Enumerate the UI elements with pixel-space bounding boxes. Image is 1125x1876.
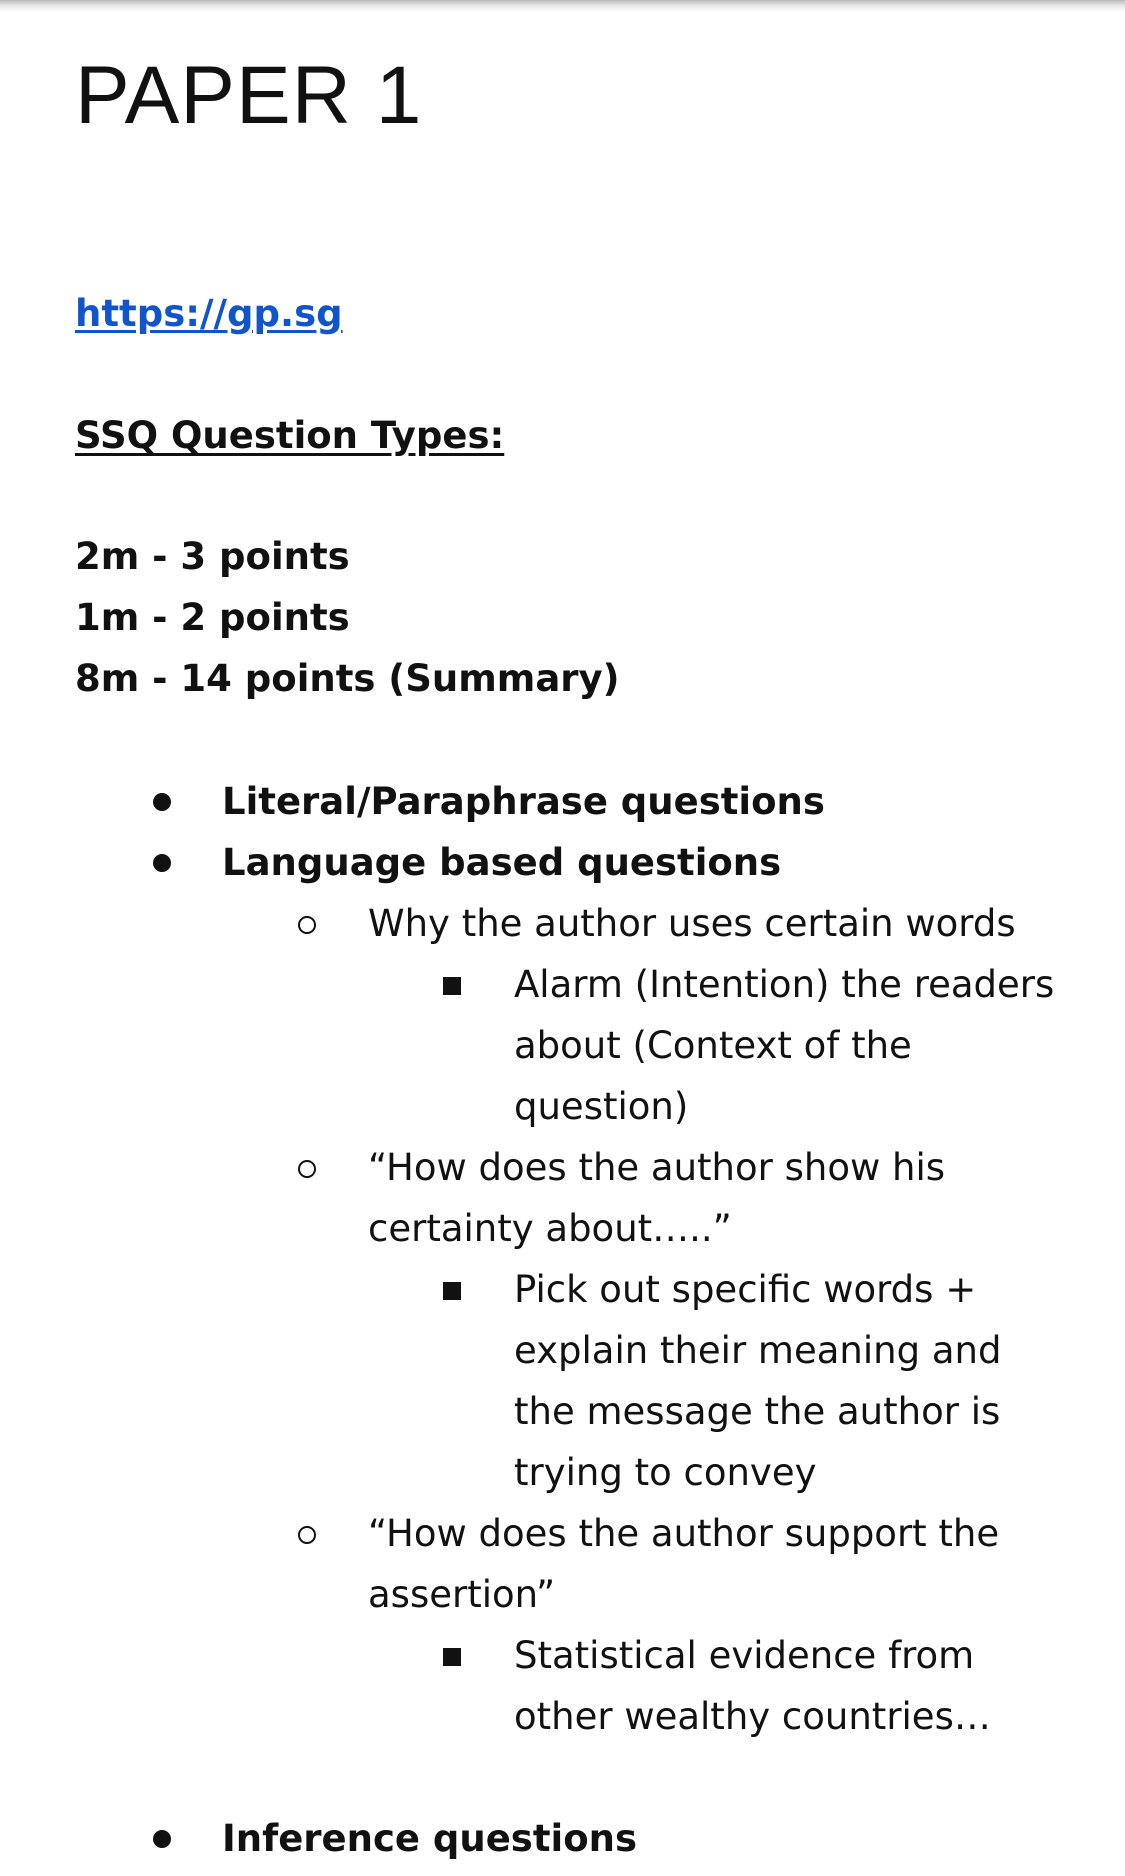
list-item-alarm-2: about (Context of the [514, 1024, 912, 1067]
marks-line-1: 2m - 3 points [75, 535, 350, 578]
bullet-disc-icon [153, 1830, 171, 1848]
marks-line-3: 8m - 14 points (Summary) [75, 657, 620, 700]
marks-line-2: 1m - 2 points [75, 596, 350, 639]
bullet-circle-icon [298, 916, 316, 934]
list-item-stat-2: other wealthy countries… [514, 1695, 991, 1738]
bullet-square-icon [443, 1282, 461, 1300]
bullet-square-icon [443, 1648, 461, 1666]
list-item-certainty-2: certainty about…..” [368, 1207, 732, 1250]
list-item-alarm-3: question) [514, 1085, 689, 1128]
bullet-disc-icon [153, 793, 171, 811]
list-item-alarm-1: Alarm (Intention) the readers [514, 963, 1055, 1006]
gp-link[interactable]: https://gp.sg [75, 292, 343, 335]
list-item-literal: Literal/Paraphrase questions [222, 780, 825, 823]
page-title: PAPER 1 [75, 50, 423, 141]
bullet-circle-icon [298, 1526, 316, 1544]
list-item-pick-2: explain their meaning and [514, 1329, 1002, 1372]
list-item-pick-4: trying to convey [514, 1451, 817, 1494]
list-item-support-1: “How does the author support the [368, 1512, 1000, 1555]
bullet-disc-icon [153, 854, 171, 872]
list-item-stat-1: Statistical evidence from [514, 1634, 975, 1677]
list-item-support-2: assertion” [368, 1573, 556, 1616]
list-item-inference: Inference questions [222, 1817, 637, 1860]
bullet-circle-icon [298, 1160, 316, 1178]
bullet-square-icon [443, 977, 461, 995]
section-heading: SSQ Question Types: [75, 414, 505, 457]
list-item-pick-3: the message the author is [514, 1390, 1001, 1433]
list-item-language: Language based questions [222, 841, 782, 884]
list-item-certainty-1: “How does the author show his [368, 1146, 946, 1189]
list-item-pick-1: Pick out specific words + [514, 1268, 977, 1311]
list-item-why-words: Why the author uses certain words [368, 902, 1016, 945]
